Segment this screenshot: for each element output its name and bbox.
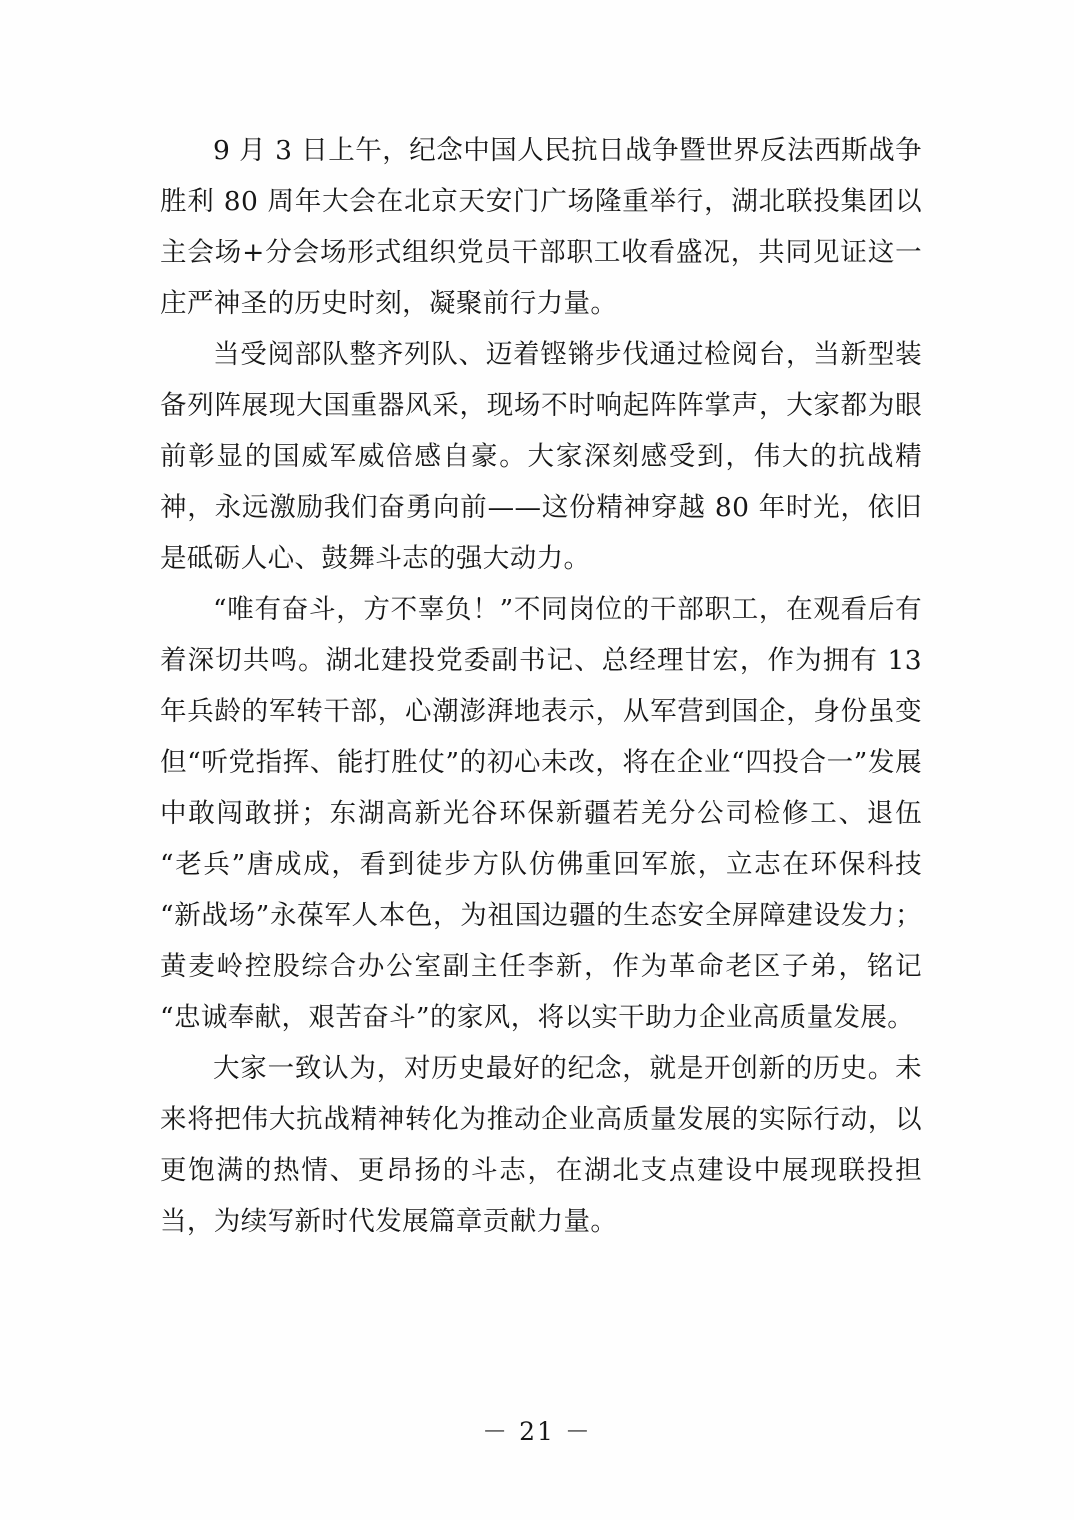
page-number: － 21 － <box>482 1417 592 1446</box>
paragraph-1: 9 月 3 日上午，纪念中国人民抗日战争暨世界反法西斯战争胜利 80 周年大会在北京天安门广场隆重举行，湖北联投集团以主会场+分会场形式组织党员干部职工收看盛况，共同见证这一庄严神圣的历史时刻，凝聚前行力量。 <box>160 135 922 319</box>
document-body <box>160 125 922 1247</box>
paragraph-2: 当受阅部队整齐列队、迈着铿锵步伐通过检阅台，当新型装备列阵展现大国重器风采，现场不时响起阵阵掌声，大家都为眼前彰显的国威军威倍感自豪。大家深刻感受到，伟大的抗战精神，永远激励我们奋勇向前——这份精神穿越 80 年时光，依旧是砥砺人心、鼓舞斗志的强大动力。 <box>160 339 922 574</box>
paragraph-4: 大家一致认为，对历史最好的纪念，就是开创新的历史。未来将把伟大抗战精神转化为推动企业高质量发展的实际行动，以更饱满的热情、更昂扬的斗志，在湖北支点建设中展现联投担当，为续写新时代发展篇章贡献力量。 <box>160 1053 922 1237</box>
paragraph-3: “唯有奋斗，方不辜负！”不同岗位的干部职工，在观看后有着深切共鸣。湖北建投党委副书记、总经理甘宏，作为拥有 13 年兵龄的军转干部，心潮澎湃地表示，从军营到国企，身份虽变但“听党指挥、能打胜仗”的初心未改，将在企业“四投合一”发展中敢闯敢拼；东湖高新光谷环保新疆若羌分公司检修工、退伍“老兵”唐成成，看到徒步方队仿佛重回军旅，立志在环保科技“新战场”永葆军人本色，为祖国边疆的生态安全屏障建设发力；黄麦岭控股综合办公室副主任李新，作为革命老区子弟，铭记“忠诚奉献，艰苦奋斗”的家风，将以实干助力企业高质量发展。 <box>160 594 922 1033</box>
